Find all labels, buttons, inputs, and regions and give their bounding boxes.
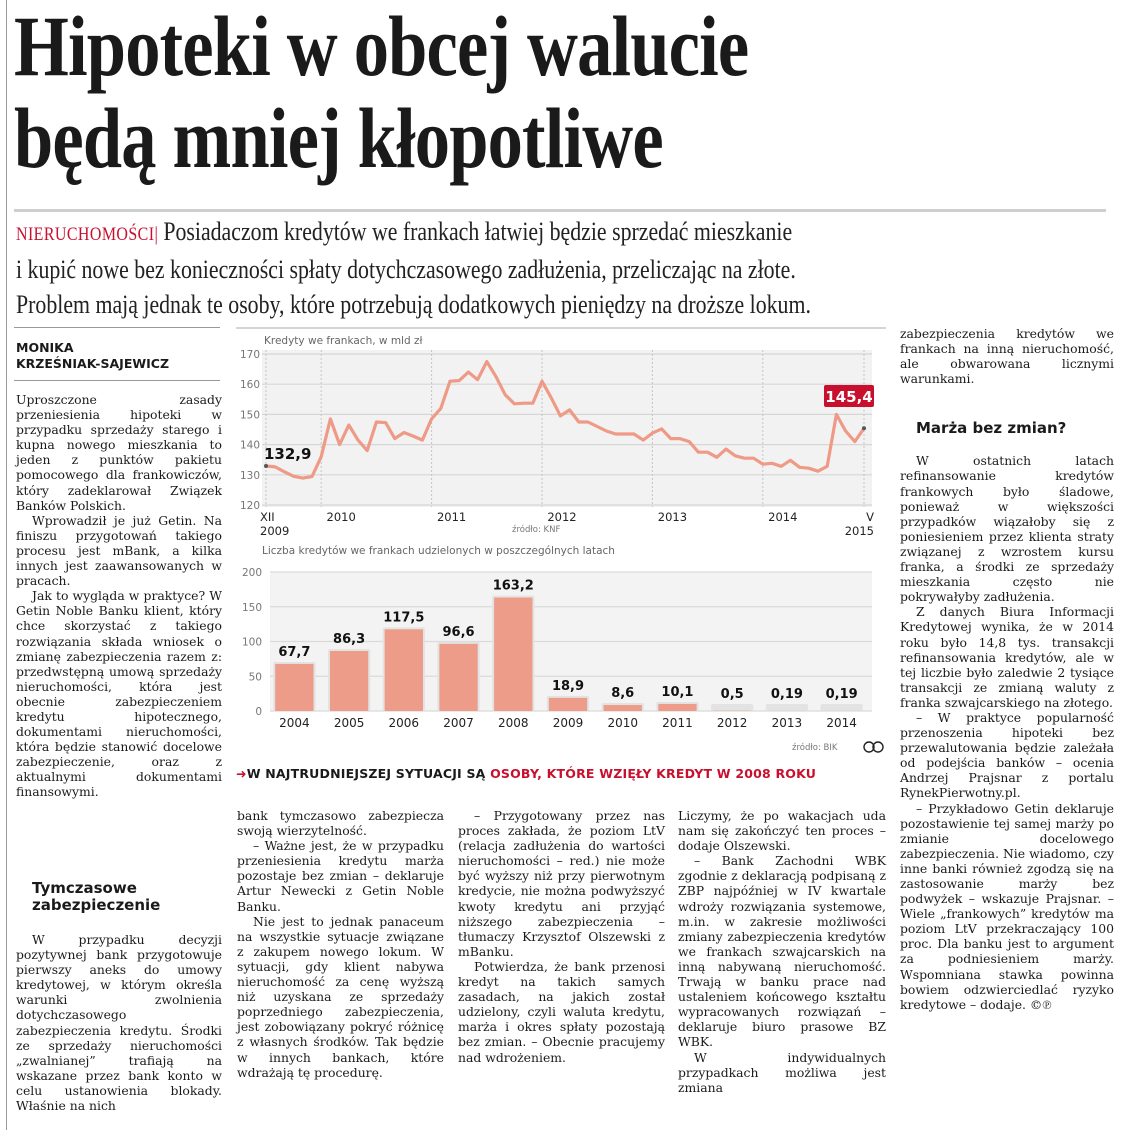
paragraph: Nie jest to jednak panaceum na wszystkie sytuacje związane z zakupem nowego lokum. W sytuacji, gdy klient nabywa nieruchomość za cenę wyższą niż uzyskana ze sprzedaży poprzedniego zabezpieczenia, jest zobowiązany pokryć różnicę z własnych środków. Tak będzie w innych bankach, które wdrażają tę procedurę. — [237, 913, 444, 1080]
line-chart-title: Kredyty we frankach, w mld zł — [264, 335, 423, 347]
bar-category-label: 2014 — [826, 716, 857, 730]
bar-value-label: 86,3 — [333, 632, 366, 648]
line-chart-end-label: 145,4 — [825, 388, 873, 406]
paragraph: – Przygotowany przez nas proces zakłada, że poziom LtV (relacja zadłużenia do wartości nieruchomości – red.) nie może być wyższy niż przy pierwotnym kredycie, nie można podwyższyć kwoty kredytu ani przyjąć niższego zabezpieczenia – tłumaczy Krzysztof Olszewski z mBanku. — [458, 808, 665, 959]
bar-value-label: 0,19 — [825, 687, 858, 702]
bar-2006 — [385, 629, 423, 711]
arrow-right-icon: ➜ — [236, 766, 247, 781]
headline-line-1: Hipoteki w obcej walucie — [14, 0, 749, 94]
bar-category-label: 2012 — [716, 716, 748, 730]
bar-2009 — [549, 698, 587, 711]
paragraph: bank tymczasowo zabezpiecza swoją wierzytelność. — [237, 808, 444, 839]
line-chart-source: źródło: KNF — [512, 525, 561, 535]
bar-category-label: 2009 — [552, 716, 584, 730]
chart-caption — [236, 766, 886, 781]
headline — [14, 0, 916, 184]
bar-outline — [820, 704, 862, 711]
paragraph: – Ważne jest, że w przypadku przeniesienia kredytu marża pozostaje bez zmian – deklaruje Artur Newecki z Getin Noble Banku. — [237, 838, 444, 914]
line-chart-x-tick: 2009 — [260, 524, 290, 537]
paragraph: – Bank Zachodni WBK zgodnie z deklaracją podpisaną z ZBP najpóźniej w IV kwartale wdroży rozwiązania systemowe, m.in. w zakresie możliwości zmiany zabezpieczenia kredytów we frankach szwajcarskich na inną nabywaną nieruchomość. Trwają w banku prace nad ustaleniem końcowego kształtu wypracowanych rozwiązań – deklaruje biuro prasowe BZ WBK. — [678, 853, 886, 1050]
line-chart-x-tick: 2015 — [844, 524, 874, 537]
bar-value-label: 117,5 — [383, 610, 425, 626]
kicker-separator: | — [154, 223, 158, 245]
bar-chart-y-tick: 200 — [241, 567, 262, 579]
column-2 — [237, 808, 444, 1080]
bar-value-label: 0,19 — [770, 687, 803, 702]
byline — [16, 340, 226, 372]
bar-2011 — [658, 704, 696, 711]
column-4 — [678, 808, 886, 1095]
paragraph: W ostatnich latach refinansowanie kredytów frankowych było śladowe, ponieważ w większości przypadków wiązałoby się z poniesieniem przez klienta straty związanej z wzrostem kursu franka, a środki ze sprzedaży mieszkania często nie pokrywałyby zadłużenia. — [900, 453, 1114, 605]
author-first-name: MONIKA — [16, 340, 74, 355]
bar-outline — [766, 704, 808, 711]
line-chart-y-tick: 130 — [240, 469, 261, 482]
bar-chart-title: Liczba kredytów we frankach udzielonych w poszczególnych latach — [262, 545, 615, 557]
line-chart-start-label: 132,9 — [264, 445, 312, 464]
column-1-lower — [16, 880, 222, 1113]
bar-category-label: 2011 — [662, 716, 693, 730]
line-chart-x-tick: XII — [260, 510, 275, 524]
paragraph: Liczymy, że po wakacjach uda nam się zakończyć ten proces – dodaje Olszewski. — [678, 808, 886, 854]
line-chart-y-tick: 150 — [240, 409, 261, 422]
paragraph: Uproszczone zasady przeniesienia hipoteki w przypadku sprzedaży starego i kupna nowego mieszkania to jeden z punktów pakietu pomocowego dla frankowiczów, który zadeklarował Związek Banków Polskich. — [16, 392, 222, 513]
lead-text-1: Posiadaczom kredytów we frankach łatwiej będzie sprzedać mieszkanie — [163, 217, 793, 246]
bar-value-label: 10,1 — [661, 684, 694, 700]
bar-chart-y-tick: 100 — [241, 636, 262, 649]
caption-red-text: OSOBY, KTÓRE WZIĘŁY KREDYT W 2008 ROKU — [490, 766, 817, 781]
bar-chart — [232, 537, 886, 763]
line-chart-x-tick: 2010 — [326, 510, 356, 524]
section-kicker: NIERUCHOMOŚCI — [16, 224, 155, 245]
lead-line-1 — [16, 214, 940, 252]
line-chart-start-marker — [264, 464, 268, 468]
caption-black-text: W NAJTRUDNIEJSZEJ SYTUACJI SĄ — [246, 766, 491, 781]
bar-category-label: 2005 — [333, 716, 365, 730]
paragraph: W przypadku decyzji pozytywnej bank przygotowuje pierwszy aneks do umowy kredytowej, w którym określa warunki zwolnienia dotychczasowego zabezpieczenia kredytu. Środki ze sprzedaży nieruchomości „zwalnianej” trafiają na wskazane przez bank konto w celu ustanowienia blokady. Właśnie na nich — [16, 932, 222, 1114]
subhead-tymczasowe: Tymczasowe zabezpieczenie — [32, 879, 161, 914]
line-chart-y-tick: 140 — [240, 439, 261, 452]
bar-2007 — [439, 644, 477, 711]
line-chart-x-tick: 2011 — [436, 510, 467, 524]
bar-value-label: 96,6 — [442, 624, 475, 640]
line-chart-y-tick: 170 — [240, 349, 261, 361]
bar-chart-y-tick: 150 — [241, 601, 262, 614]
line-chart-y-tick: 160 — [240, 379, 261, 392]
column-5 — [900, 326, 1114, 1012]
subhead-marza: Marża bez zmian? — [916, 419, 1067, 438]
lead-line-2: i kupić nowe bez konieczności spłaty dotychczasowego zadłużenia, przeliczając na złote. — [16, 255, 796, 284]
paragraph: Z danych Biura Informacji Kredytowej wynika, że w 2014 roku było 14,8 tys. transakcji refinansowania kredytów, ale w tej liczbie było zaledwie 2 tysiące transakcji ze zmianą waluty z franka szwajcarskiego na złotego. — [900, 604, 1114, 710]
bar-category-label: 2013 — [771, 716, 803, 730]
bar-value-label: 0,5 — [720, 687, 744, 702]
bar-value-label: 8,6 — [611, 686, 635, 702]
bar-outline — [711, 704, 753, 711]
bar-category-label: 2006 — [388, 716, 420, 730]
bar-chart-y-tick: 0 — [255, 706, 262, 718]
bar-2005 — [330, 651, 368, 711]
bar-value-label: 18,9 — [551, 678, 585, 694]
paragraph: Wprowadził je już Getin. Na finiszu przygotowań takiego procesu jest mBank, a kilka innych jest zaawansowanych w pracach. — [16, 512, 222, 589]
paragraph: W indywidualnych przypadkach możliwa jest zmiana — [678, 1049, 886, 1095]
bar-category-label: 2004 — [279, 716, 310, 730]
byline-bottom-rule — [14, 380, 220, 381]
bar-chart-source: źródło: BIK — [792, 743, 838, 753]
bar-chart-y-tick: 50 — [248, 671, 262, 684]
paragraph: – Przykładowo Getin deklaruje pozostawienie tej samej marży po zmianie docelowego zabezpieczenia. Nie wiadomo, czy inne banki również zgodzą się na zastosowanie marży bez podwyżek – wskazuje Prajsnar. – Wiele „frankowych” kredytów ma poziom LtV przekraczający 100 proc. Dla banku jest to argument za podniesieniem marży. Wspomniana stawka powinna bowiem odzwierciedlać ryzyko kredytowe – dodaje. ©℗ — [900, 800, 1114, 1012]
line-chart-plot-area — [262, 350, 872, 507]
paragraph: – W praktyce popularność przenoszenia hipoteki bez przewalutowania będzie zależała od podejścia banków – ocenia Andrzej Prajsnar z portalu RynekPierwotny.pl. — [900, 709, 1114, 801]
bar-category-label: 2007 — [443, 716, 474, 730]
bar-2010 — [604, 705, 642, 711]
paragraph: Potwierdza, że bank przenosi kredyt na takich samych zasadach, na jakich został udzielony, czyli waluta kredytu, marża i okres spłaty pozostają bez zmian. – Obecnie pracujemy nad wdrożeniem. — [458, 958, 665, 1065]
byline-top-rule — [14, 327, 220, 328]
bar-2004 — [275, 664, 313, 711]
bar-value-label: 67,7 — [278, 644, 311, 660]
infographic — [232, 327, 886, 763]
line-chart-x-tick: 2012 — [547, 510, 577, 524]
bar-value-label: 163,2 — [492, 578, 534, 594]
paragraph: Jak to wygląda w praktyce? W Getin Noble Banku klient, który chce skorzystać z takiego rozwiązania składa wniosek o zmianę zabezpieczenia razem z: przedwstępną umową sprzedaży nieruchomości, która jest obecnie zabezpieczeniem kredytu hipotecznego, dokumentami nieruchomości, która będzie stanowić docelowe zabezpieczenie, oraz z aktualnymi dokumentami finansowymi. — [16, 588, 222, 800]
copyright-icon — [864, 742, 883, 752]
headline-rule — [14, 209, 1106, 212]
bar-category-label: 2008 — [497, 716, 529, 730]
column-1 — [16, 392, 222, 800]
paragraph: zabezpieczenia kredytów we frankach na inną nieruchomość, ale obwarowana licznymi warunkami. — [900, 326, 1114, 387]
bar-2008 — [494, 598, 532, 711]
bar-category-label: 2010 — [607, 716, 639, 730]
author-last-name: KRZEŚNIAK-SAJEWICZ — [16, 356, 170, 371]
line-chart-end-marker — [862, 426, 866, 430]
headline-line-2: będą mniej kłopotliwe — [14, 90, 663, 186]
lead-line-3: Problem mają jednak te osoby, które potrzebują dodatkowych pieniędzy na droższe lokum. — [16, 290, 811, 319]
line-chart-x-tick: 2014 — [768, 510, 798, 524]
page-left-rule — [6, 0, 7, 1130]
line-chart-x-tick: 2013 — [657, 510, 688, 524]
line-chart — [232, 327, 886, 537]
line-chart-x-tick: V — [866, 510, 874, 524]
lead — [16, 214, 940, 322]
line-chart-y-tick: 120 — [240, 500, 261, 512]
column-3 — [458, 808, 665, 1065]
